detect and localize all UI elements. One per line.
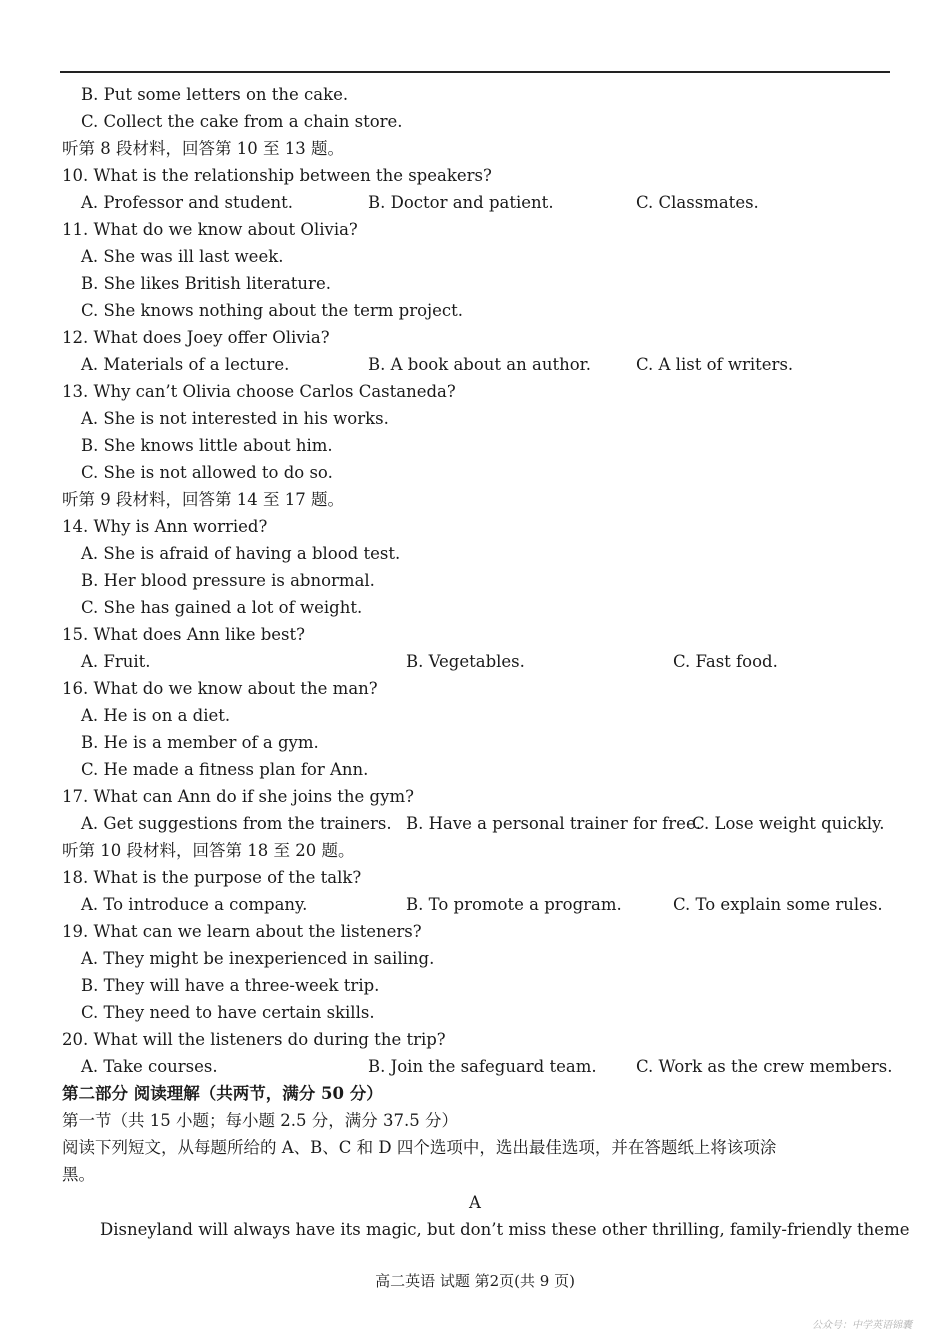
q15-option-c: C. Fast food. — [673, 652, 778, 671]
q11-option-b: B. She likes British literature. — [81, 274, 331, 293]
q17-option-c: C. Lose weight quickly. — [692, 814, 885, 833]
q20-option-a: A. Take courses. — [81, 1057, 218, 1076]
q14-option-c: C. She has gained a lot of weight. — [81, 598, 363, 617]
q15-option-b: B. Vegetables. — [406, 652, 525, 671]
q10-option-a: A. Professor and student. — [81, 193, 294, 212]
q12-option-a: A. Materials of a lecture. — [81, 355, 290, 374]
section9-intro: 听第 9 段材料，回答第 14 至 17 题。 — [62, 490, 344, 509]
q20-option-b: B. Join the safeguard team. — [368, 1057, 597, 1076]
passage-first-line: Disneyland will always have its magic, but don’t miss these other thrilling, family-friendly theme — [100, 1220, 910, 1239]
q9-option-b: B. Put some letters on the cake. — [81, 85, 349, 104]
q16-option-c: C. He made a fitness plan for Ann. — [81, 760, 369, 779]
q10-option-b: B. Doctor and patient. — [368, 193, 554, 212]
q16-option-a: A. He is on a diet. — [81, 706, 231, 725]
q18-option-b: B. To promote a program. — [406, 895, 622, 914]
q17-stem: 17. What can Ann do if she joins the gym? — [62, 787, 414, 806]
q14-option-b: B. Her blood pressure is abnormal. — [81, 571, 375, 590]
q13-stem: 13. Why can’t Olivia choose Carlos Castaneda? — [62, 382, 456, 401]
q16-stem: 16. What do we know about the man? — [62, 679, 378, 698]
q19-option-c: C. They need to have certain skills. — [81, 1003, 375, 1022]
q11-stem: 11. What do we know about Olivia? — [62, 220, 358, 239]
q14-stem: 14. Why is Ann worried? — [62, 517, 268, 536]
q18-stem: 18. What is the purpose of the talk? — [62, 868, 362, 887]
q18-option-c: C. To explain some rules. — [673, 895, 883, 914]
q13-option-b: B. She knows little about him. — [81, 436, 333, 455]
q10-option-c: C. Classmates. — [636, 193, 759, 212]
section1-heading: 第一节（共 15 小题；每小题 2.5 分，满分 37.5 分） — [62, 1111, 458, 1130]
q20-option-c: C. Work as the crew members. — [636, 1057, 893, 1076]
q17-option-a: A. Get suggestions from the trainers. — [81, 814, 392, 833]
q13-option-a: A. She is not interested in his works. — [81, 409, 389, 428]
q16-option-b: B. He is a member of a gym. — [81, 733, 319, 752]
q19-option-b: B. They will have a three-week trip. — [81, 976, 380, 995]
header-rule — [60, 71, 890, 73]
q12-stem: 12. What does Joey offer Olivia? — [62, 328, 330, 347]
section10-intro: 听第 10 段材料，回答第 18 至 20 题。 — [62, 841, 355, 860]
q15-option-a: A. Fruit. — [81, 652, 151, 671]
q9-option-c: C. Collect the cake from a chain store. — [81, 112, 403, 131]
q18-option-a: A. To introduce a company. — [81, 895, 308, 914]
instructions-line1: 阅读下列短文，从每题所给的 A、B、C 和 D 四个选项中，选出最佳选项，并在答题纸上将该项涂 — [62, 1138, 777, 1157]
q11-option-a: A. She was ill last week. — [81, 247, 284, 266]
q15-stem: 15. What does Ann like best? — [62, 625, 306, 644]
section8-intro: 听第 8 段材料，回答第 10 至 13 题。 — [62, 139, 344, 158]
q17-option-b: B. Have a personal trainer for free. — [406, 814, 701, 833]
page-footer: 高二英语 试题 第2页(共 9 页) — [375, 1272, 575, 1290]
q19-stem: 19. What can we learn about the listeners? — [62, 922, 422, 941]
q19-option-a: A. They might be inexperienced in sailing. — [81, 949, 435, 968]
q12-option-c: C. A list of writers. — [636, 355, 794, 374]
instructions-line2: 黑。 — [62, 1165, 95, 1184]
part2-heading: 第二部分 阅读理解（共两节，满分 50 分） — [62, 1084, 383, 1103]
q12-option-b: B. A book about an author. — [368, 355, 591, 374]
q10-stem: 10. What is the relationship between the speakers? — [62, 166, 492, 185]
q20-stem: 20. What will the listeners do during the trip? — [62, 1030, 446, 1049]
passage-letter: A — [469, 1193, 481, 1212]
q11-option-c: C. She knows nothing about the term project. — [81, 301, 464, 320]
q14-option-a: A. She is afraid of having a blood test. — [81, 544, 401, 563]
q13-option-c: C. She is not allowed to do so. — [81, 463, 333, 482]
watermark: 公众号：中学英语锦囊 — [812, 1320, 912, 1331]
